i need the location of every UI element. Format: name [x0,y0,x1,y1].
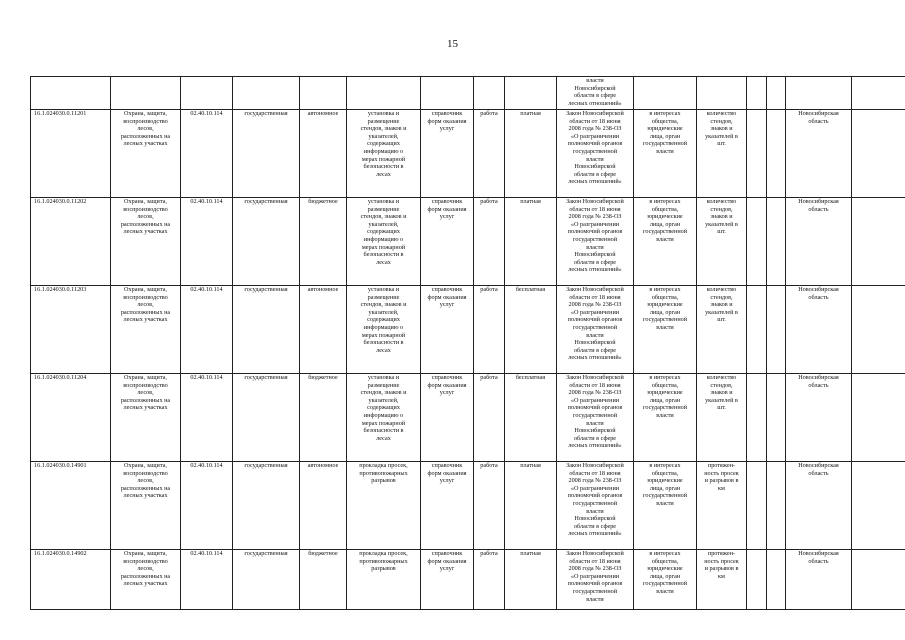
work-content-text: прокладка просек, противопожарных разрывов [359,462,408,485]
code-text: 16.1.024030.0.11201 [34,110,87,117]
table-cell [767,77,786,110]
consumers-cell [634,198,697,286]
kind-text: работа [480,286,498,293]
payment-text: платная [520,110,541,117]
payment-cell [505,462,557,550]
empty-cell [767,286,786,374]
service-name-text: Охрана, защита, воспроизводство лесов, расположенных на лесных участках [120,462,171,500]
indicator-cell [697,374,747,462]
kind-cell [474,462,505,550]
service-name-text: Охрана, защита, воспроизводство лесов, расположенных на лесных участках [120,286,171,324]
law-text: Закон Новосибирской области от 18 июня 2008 года № 238-ОЗ «О разграничении полномочий органов государственной власти [566,550,624,603]
empty-cell [767,550,786,610]
okved-cell [181,286,233,374]
law-cell [557,550,634,610]
work-content-text: установка и размещение стендов, знаков и указателей, содержащих информацию о мерах пожарной безопасности в лесах [360,374,407,442]
region-cell [786,550,852,610]
empty-cell [747,374,767,462]
ownership-text: государственная [244,462,288,469]
work-content-text: установка и размещение стендов, знаков и указателей, содержащих информацию о мерах пожарной безопасности в лесах [360,110,407,178]
consumers-cell [634,110,697,198]
region-text: Новосибирская область [798,110,839,125]
payment-cell [505,286,557,374]
indicator-text: протяжен- ность просек и разрывов в км [704,462,739,492]
region-text: Новосибирская область [798,462,839,477]
okved-text: 02.40.10.114 [190,374,223,381]
code-cell [31,198,111,286]
region-text: Новосибирская область [798,286,839,301]
service-form-text: справочник форм оказания услуг [427,374,467,397]
table-cell [505,77,557,110]
consumers-text: в интересах общества, юридические лица, орган государственной власти [642,286,688,331]
empty-cell [852,374,905,462]
payment-cell [505,374,557,462]
law-text: власти Новосибирской области в сфере лесных отношений» [568,77,622,107]
consumers-cell [634,286,697,374]
code-text: 16.1.024030.0.11202 [34,198,87,205]
ownership-cell [233,550,300,610]
ownership-text: государственная [244,374,288,381]
region-cell [786,110,852,198]
service-name-cell [111,198,181,286]
empty-cell [767,374,786,462]
service-form-cell [421,462,474,550]
institution-type-cell [300,286,347,374]
consumers-text: в интересах общества, юридические лица, орган государственной власти [642,462,688,507]
empty-cell [767,110,786,198]
payment-text: бесплатная [515,374,546,381]
kind-text: работа [480,374,498,381]
empty-cell [747,198,767,286]
okved-text: 02.40.10.114 [190,110,223,117]
kind-cell [474,550,505,610]
law-cell [557,374,634,462]
table-row [31,110,905,198]
indicator-text: количество стендов, знаков и указателей в шт. [705,110,738,148]
work-content-cell [347,462,421,550]
payment-text: платная [520,198,541,205]
institution-type-cell [300,550,347,610]
institution-type-text: бюджетное [308,198,338,205]
code-text: 16.1.024030.0.11204 [34,374,87,381]
table-cell [421,77,474,110]
institution-type-text: автономное [307,110,339,117]
consumers-cell [634,374,697,462]
empty-cell [747,462,767,550]
code-cell [31,110,111,198]
okved-text: 02.40.10.114 [190,198,223,205]
law-cell [557,198,634,286]
payment-text: бесплатная [515,286,546,293]
work-content-text: установка и размещение стендов, знаков и указателей, содержащих информацию о мерах пожарной безопасности в лесах [360,286,407,354]
okved-text: 02.40.10.114 [190,550,223,557]
work-content-text: прокладка просек, противопожарных разрывов [359,550,408,573]
law-cell [557,77,634,110]
ownership-text: государственная [244,550,288,557]
work-content-cell [347,110,421,198]
consumers-cell [634,550,697,610]
service-name-cell [111,550,181,610]
code-cell [31,462,111,550]
empty-cell [852,198,905,286]
institution-type-cell [300,462,347,550]
payment-text: платная [520,550,541,557]
indicator-text: количество стендов, знаков и указателей в шт. [705,374,738,412]
continuation-row [31,77,905,110]
okved-cell [181,462,233,550]
institution-type-text: бюджетное [308,550,338,557]
law-cell [557,286,634,374]
table-cell [474,77,505,110]
service-name-text: Охрана, защита, воспроизводство лесов, расположенных на лесных участках [120,374,171,412]
table-cell [300,77,347,110]
code-cell [31,550,111,610]
law-cell [557,462,634,550]
indicator-text: количество стендов, знаков и указателей в шт. [705,198,738,236]
region-text: Новосибирская область [798,198,839,213]
kind-cell [474,374,505,462]
indicator-cell [697,198,747,286]
okved-text: 02.40.10.114 [190,462,223,469]
work-content-cell [347,374,421,462]
table-row [31,286,905,374]
table-cell [233,77,300,110]
law-text: Закон Новосибирской области от 18 июня 2008 года № 238-ОЗ «О разграничении полномочий органов государственной власти Новосибирской области в сфере лесных отношений» [566,110,624,186]
region-cell [786,374,852,462]
empty-cell [852,286,905,374]
service-name-text: Охрана, защита, воспроизводство лесов, расположенных на лесных участках [120,198,171,236]
consumers-text: в интересах общества, юридические лица, орган государственной власти [642,550,688,595]
service-name-text: Охрана, защита, воспроизводство лесов, расположенных на лесных участках [120,110,171,148]
service-name-text: Охрана, защита, воспроизводство лесов, расположенных на лесных участках [120,550,171,588]
code-cell [31,286,111,374]
empty-cell [747,110,767,198]
table-row [31,198,905,286]
institution-type-text: бюджетное [308,374,338,381]
table-row [31,550,905,610]
service-form-cell [421,198,474,286]
okved-text: 02.40.10.114 [190,286,223,293]
institution-type-cell [300,374,347,462]
payment-text: платная [520,462,541,469]
service-name-cell [111,110,181,198]
table-cell [786,77,852,110]
code-text: 16.1.024030.0.14901 [34,462,87,469]
kind-cell [474,286,505,374]
empty-cell [767,198,786,286]
consumers-text: в интересах общества, юридические лица, орган государственной власти [642,374,688,419]
kind-text: работа [480,462,498,469]
service-form-cell [421,286,474,374]
kind-text: работа [480,110,498,117]
indicator-text: протяжен- ность просек и разрывов в км [704,550,739,580]
ownership-cell [233,462,300,550]
service-name-cell [111,462,181,550]
kind-cell [474,110,505,198]
payment-cell [505,198,557,286]
table-cell [347,77,421,110]
table-row [31,462,905,550]
kind-text: работа [480,198,498,205]
law-text: Закон Новосибирской области от 18 июня 2008 года № 238-ОЗ «О разграничении полномочий органов государственной власти Новосибирской области в сфере лесных отношений» [566,374,624,450]
indicator-cell [697,550,747,610]
empty-cell [767,462,786,550]
registry-table [30,76,905,610]
service-form-text: справочник форм оказания услуг [427,550,467,573]
service-form-text: справочник форм оказания услуг [427,198,467,221]
indicator-cell [697,110,747,198]
institution-type-text: автономное [307,286,339,293]
table-cell [747,77,767,110]
okved-cell [181,110,233,198]
ownership-cell [233,110,300,198]
empty-cell [852,550,905,610]
institution-type-text: автономное [307,462,339,469]
indicator-text: количество стендов, знаков и указателей в шт. [705,286,738,324]
consumers-text: в интересах общества, юридические лица, орган государственной власти [642,110,688,155]
okved-cell [181,374,233,462]
region-text: Новосибирская область [798,374,839,389]
table-cell [634,77,697,110]
indicator-cell [697,286,747,374]
law-text: Закон Новосибирской области от 18 июня 2008 года № 238-ОЗ «О разграничении полномочий органов государственной власти Новосибирской области в сфере лесных отношений» [566,462,624,538]
table-row [31,374,905,462]
law-text: Закон Новосибирской области от 18 июня 2008 года № 238-ОЗ «О разграничении полномочий органов государственной власти Новосибирской области в сфере лесных отношений» [566,198,624,274]
service-form-text: справочник форм оказания услуг [427,286,467,309]
region-text: Новосибирская область [798,550,839,565]
payment-cell [505,550,557,610]
work-content-text: установка и размещение стендов, знаков и указателей, содержащих информацию о мерах пожарной безопасности в лесах [360,198,407,266]
institution-type-cell [300,110,347,198]
page-number: 15 [447,38,458,50]
region-cell [786,198,852,286]
ownership-text: государственная [244,198,288,205]
region-cell [786,462,852,550]
empty-cell [852,462,905,550]
empty-cell [747,550,767,610]
ownership-cell [233,286,300,374]
law-cell [557,110,634,198]
service-form-cell [421,550,474,610]
institution-type-cell [300,198,347,286]
table-cell [181,77,233,110]
service-name-cell [111,374,181,462]
ownership-cell [233,198,300,286]
payment-cell [505,110,557,198]
service-form-text: справочник форм оказания услуг [427,110,467,133]
empty-cell [852,110,905,198]
consumers-text: в интересах общества, юридические лица, орган государственной власти [642,198,688,243]
service-form-text: справочник форм оказания услуг [427,462,467,485]
consumers-cell [634,462,697,550]
table-cell [31,77,111,110]
table-cell [852,77,905,110]
service-name-cell [111,286,181,374]
okved-cell [181,550,233,610]
code-cell [31,374,111,462]
region-cell [786,286,852,374]
empty-cell [747,286,767,374]
okved-cell [181,198,233,286]
kind-cell [474,198,505,286]
service-form-cell [421,110,474,198]
service-form-cell [421,374,474,462]
work-content-cell [347,198,421,286]
law-text: Закон Новосибирской области от 18 июня 2008 года № 238-ОЗ «О разграничении полномочий органов государственной власти Новосибирской области в сфере лесных отношений» [566,286,624,362]
ownership-text: государственная [244,286,288,293]
ownership-cell [233,374,300,462]
indicator-cell [697,462,747,550]
code-text: 16.1.024030.0.11203 [34,286,87,293]
work-content-cell [347,550,421,610]
kind-text: работа [480,550,498,557]
work-content-cell [347,286,421,374]
table-cell [697,77,747,110]
code-text: 16.1.024030.0.14902 [34,550,87,557]
ownership-text: государственная [244,110,288,117]
table-cell [111,77,181,110]
